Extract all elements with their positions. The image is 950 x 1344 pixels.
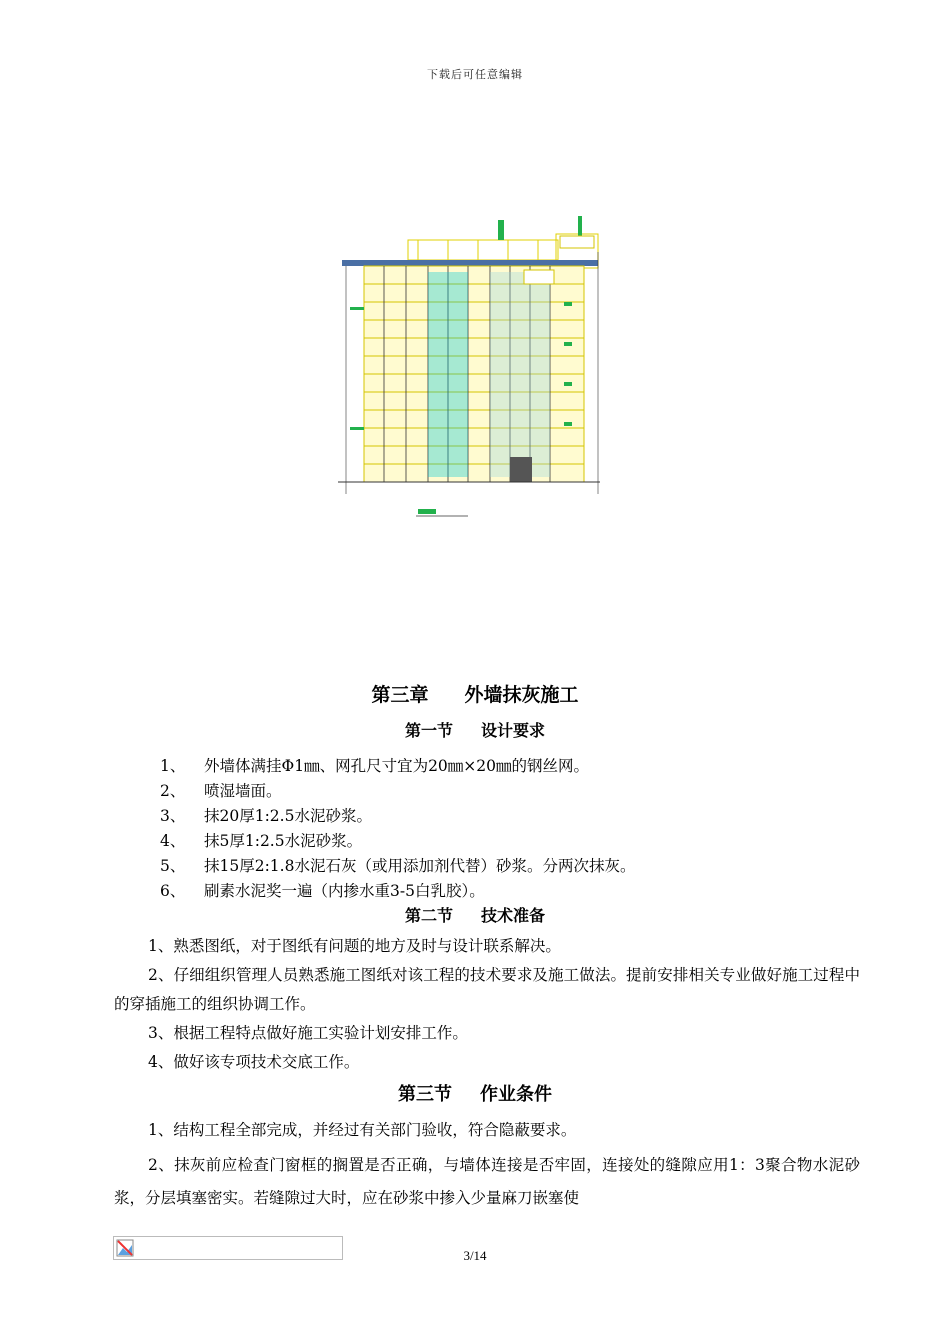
- section3-number: 第三节: [398, 1084, 452, 1105]
- chapter-heading: [0, 680, 950, 707]
- list-item: 3、 抹20厚1:2.5水泥砂浆。: [160, 807, 372, 825]
- list-item: 6、 刷素水泥奖一遍（内掺水重3-5白乳胶）。: [160, 882, 485, 900]
- paragraph: 2、仔细组织管理人员熟悉施工图纸对该工程的技术要求及施工做法。提前安排相关专业做好施工过程中的穿插施工的组织协调工作。: [114, 966, 860, 1013]
- section1-heading: [0, 718, 950, 741]
- list-item: 2、 喷湿墙面。: [160, 782, 282, 800]
- section3-title: 作业条件: [480, 1084, 552, 1105]
- list-item: 5、 抹15厚2:1.8水泥石灰（或用添加剂代替）砂浆。分两次抹灰。: [160, 857, 636, 875]
- paragraph: 3、根据工程特点做好施工实验计划安排工作。: [148, 1024, 468, 1042]
- header-note: 下载后可任意编辑: [427, 68, 523, 81]
- list-item: 1、 外墙体满挂Φ1㎜、网孔尺寸宜为20㎜×20㎜的钢丝网。: [160, 757, 590, 775]
- page-number: 3/14: [463, 1248, 487, 1263]
- section2-number: 第二节: [404, 906, 453, 925]
- chapter-title: 外墙抹灰施工: [464, 684, 579, 706]
- section3-heading: [0, 1080, 950, 1106]
- section2-heading: [0, 903, 950, 926]
- paragraph: 1、熟悉图纸，对于图纸有问题的地方及时与设计联系解决。: [148, 937, 561, 955]
- paragraph: 4、做好该专项技术交底工作。: [148, 1053, 360, 1071]
- paragraph: 1、结构工程全部完成，并经过有关部门验收，符合隐蔽要求。: [148, 1121, 577, 1139]
- paragraph: 2、抹灰前应检查门窗框的搁置是否正确，与墙体连接是否牢固，连接处的缝隙应用1：3聚合物水泥砂浆，分层填塞密实。若缝隙过大时，应在砂浆中掺入少量麻刀嵌塞使: [114, 1156, 860, 1207]
- section1-number: 第一节: [404, 721, 453, 740]
- list-item: 4、 抹5厚1:2.5水泥砂浆。: [160, 832, 363, 850]
- building-elevation-drawing: [338, 212, 618, 522]
- chapter-number: 第三章: [371, 684, 429, 706]
- section1-title: 设计要求: [481, 721, 546, 740]
- section2-title: 技术准备: [481, 906, 546, 925]
